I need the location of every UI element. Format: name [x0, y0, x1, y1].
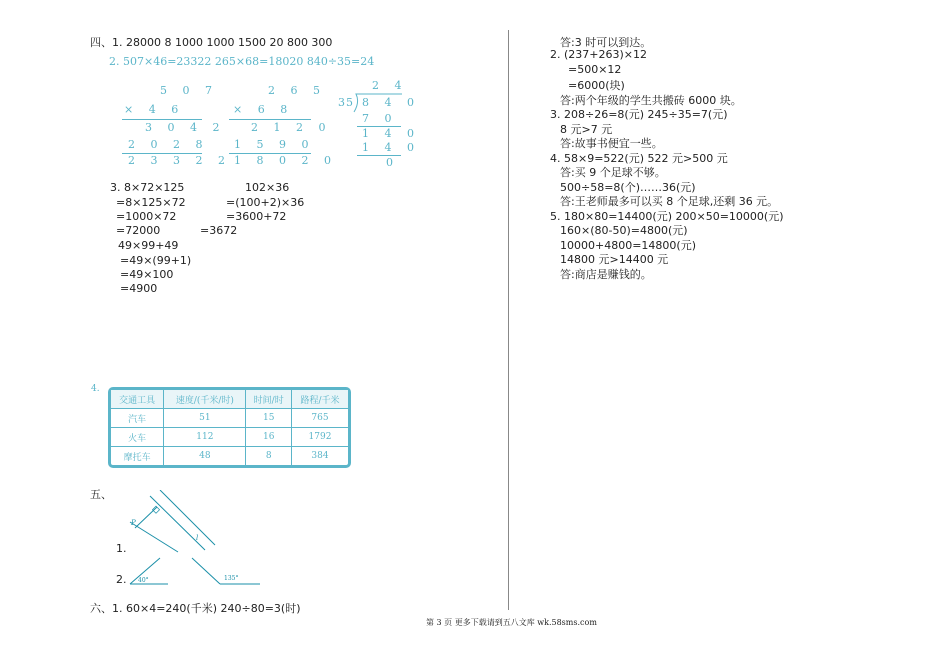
- vm1-row2: × 4 6: [124, 103, 185, 116]
- vm2-row4: 1 5 9 0: [234, 138, 315, 151]
- geometry-figure: [120, 490, 270, 590]
- calc1-line1: 3. 8×72×125: [110, 181, 185, 194]
- vm1-line1: [122, 119, 202, 120]
- s4-line1: 四、1. 28000 8 1000 1000 1500 20 800 300: [90, 36, 333, 49]
- r-line: 14800 元>14400 元: [560, 253, 669, 266]
- vm2-row5: 1 8 0 2 0: [234, 154, 337, 167]
- calc2-line4: =3672: [200, 224, 238, 237]
- div-step3: 1 4 0: [362, 141, 420, 154]
- calc1-line2: =8×125×72: [116, 196, 186, 209]
- div-divisor: 35: [338, 96, 354, 109]
- table-cell: 16: [246, 428, 292, 447]
- div-dividend: 8 4 0: [362, 96, 420, 109]
- table-cell: 1792: [292, 428, 348, 447]
- vm2-row3: 2 1 2 0: [251, 121, 332, 134]
- vm1-row4: 2 0 2 8: [128, 138, 209, 151]
- table-row: [111, 428, 348, 447]
- angle-40-label: 40°: [138, 577, 149, 584]
- table-cell: 火车: [111, 428, 164, 447]
- s4-4-label: 4.: [91, 384, 100, 394]
- table-cell: 8: [246, 447, 292, 465]
- calc3-line2: =49×(99+1): [120, 254, 192, 267]
- r-line: 答:商店是赚钱的。: [560, 268, 652, 281]
- table-row: [111, 447, 348, 465]
- calc1-line4: =72000: [116, 224, 161, 237]
- table-cell: 摩托车: [111, 447, 164, 465]
- table-header-cell: 速度/(千米/时): [164, 390, 246, 409]
- r-line: 答:两个年级的学生共搬砖 6000 块。: [560, 94, 742, 107]
- vm1-row5: 2 3 3 2 2: [128, 154, 231, 167]
- r-line: 160×(80-50)=4800(元): [560, 224, 688, 237]
- s5-item2: 2.: [116, 573, 127, 586]
- s5-label: 五、: [90, 488, 112, 501]
- table-cell: 汽车: [111, 409, 164, 428]
- table-cell: 51: [164, 409, 246, 428]
- line-l-label: l: [196, 534, 199, 542]
- div-step1: 7 0: [362, 112, 398, 125]
- table-cell: 15: [246, 409, 292, 428]
- transport-table: [108, 387, 351, 468]
- r-line: 3. 208÷26=8(元) 245÷35=7(元): [550, 108, 728, 121]
- calc3-line1: 49×99+49: [118, 239, 179, 252]
- s5-item1: 1.: [116, 542, 127, 555]
- s4-line2: 2. 507×46=23322 265×68=18020 840÷35=24: [109, 55, 375, 68]
- r-line: 2. (237+263)×12: [550, 48, 647, 61]
- column-divider: [508, 30, 509, 610]
- table-header-row: [111, 390, 348, 409]
- table-cell: 112: [164, 428, 246, 447]
- r-line: 10000+4800=14800(元): [560, 239, 696, 252]
- r-line: 500÷58=8(个)……36(元): [560, 181, 696, 194]
- table-header-cell: 路程/千米: [292, 390, 348, 409]
- calc2-line2: =(100+2)×36: [226, 196, 305, 209]
- r-line: =6000(块): [568, 79, 625, 92]
- vm2-row1: 2 6 5: [268, 84, 326, 97]
- page-footer: 第 3 页 更多下载请到五八文库 wk.58sms.com: [426, 618, 597, 627]
- table-cell: 384: [311, 451, 329, 461]
- div-step2: 1 4 0: [362, 127, 420, 140]
- r-line: 8 元>7 元: [560, 123, 613, 136]
- table-row: [111, 409, 348, 428]
- div-quotient: 2 4: [372, 79, 408, 92]
- div-step4: 0: [386, 156, 399, 169]
- angle-135-label: 135°: [224, 575, 239, 582]
- r-line: 答:故事书便宜一些。: [560, 137, 663, 150]
- r-line: =500×12: [568, 63, 622, 76]
- calc2-line1: 102×36: [245, 181, 290, 194]
- r-line: 5. 180×80=14400(元) 200×50=10000(元): [550, 210, 784, 223]
- r-line: 答:3 时可以到达。: [560, 36, 652, 49]
- point-p-label: P: [131, 519, 136, 527]
- table-cell: 48: [164, 447, 246, 465]
- table-header-cell: 时间/时: [246, 390, 292, 409]
- calc2-line3: =3600+72: [226, 210, 287, 223]
- table-cell: 765: [292, 409, 348, 428]
- table-header-cell: 交通工具: [111, 390, 164, 409]
- vm1-row3: 3 0 4 2: [145, 121, 226, 134]
- vm2-row2: × 6 8: [233, 103, 294, 116]
- calc3-line3: =49×100: [120, 268, 174, 281]
- calc1-line3: =1000×72: [116, 210, 177, 223]
- vm2-line1: [229, 119, 311, 120]
- vm1-row1: 5 0 7: [160, 84, 218, 97]
- r-line: 答:买 9 个足球不够。: [560, 166, 666, 179]
- s6-line: 六、1. 60×4=240(千米) 240÷80=3(时): [90, 602, 301, 615]
- r-line: 答:王老师最多可以买 8 个足球,还剩 36 元。: [560, 195, 779, 208]
- r-line: 4. 58×9=522(元) 522 元>500 元: [550, 152, 728, 165]
- calc3-line4: =4900: [120, 282, 158, 295]
